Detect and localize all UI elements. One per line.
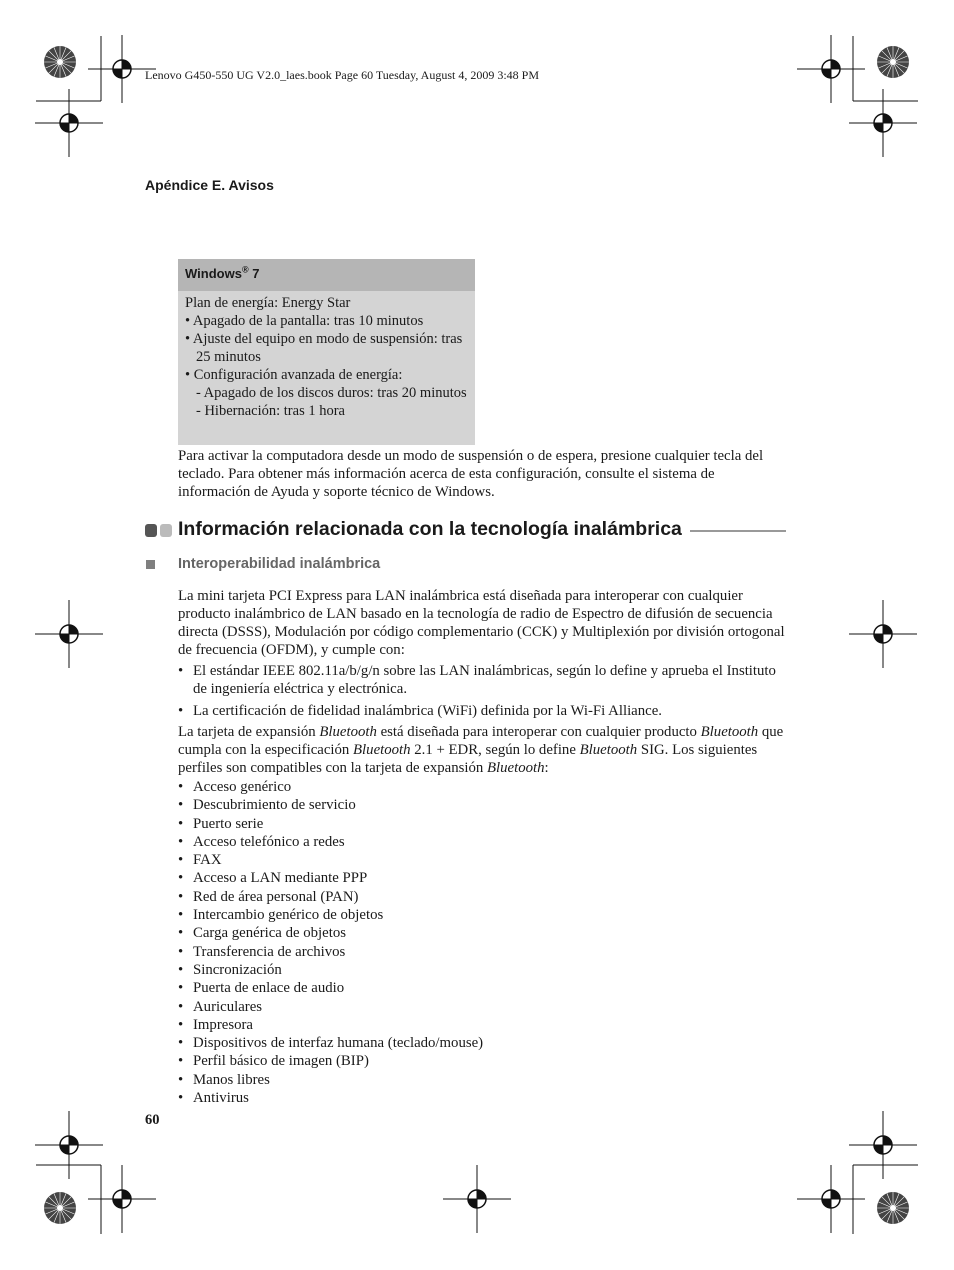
list-item: • Puerto serie [178,815,788,833]
lan-compliance-list [178,662,788,723]
page-number: 60 [145,1112,160,1128]
list-item: • Dispositivos de interfaz humana (teclado/mouse) [178,1034,788,1052]
list-item: • FAX [178,851,788,869]
power-setting-subitem: - Hibernación: tras 1 hora [196,403,345,419]
lan-paragraph: La mini tarjeta PCI Express para LAN inalámbrica está diseñada para interoperar con cualquier producto inalámbrico de LAN basado en la tecnología de radio de Espectro de difusión de secuencia directa (DSSS), Modulación por código complementario (CCK) y Multiplexión por división ortogonal de frecuencia (OFDM), y cumple con: [178,588,785,658]
list-item: • Intercambio genérico de objetos [178,906,788,924]
list-item: • Sincronización [178,961,788,979]
list-item: • Puerta de enlace de audio [178,979,788,997]
list-item: • Antivirus [178,1089,788,1107]
square-bullet-icon [146,560,155,569]
list-item: • Acceso genérico [178,778,788,796]
windows-box-title: Windows® 7 [178,259,475,291]
power-setting-item: • Apagado de la pantalla: tras 10 minutos [185,313,424,329]
list-item: • La certificación de fidelidad inalámbrica (WiFi) definida por la Wi-Fi Alliance. [178,702,788,720]
list-item: • Auriculares [178,998,788,1016]
subsection-title: Interoperabilidad inalámbrica [178,556,381,572]
windows-power-settings-box [178,259,475,445]
power-setting-subitem: - Apagado de los discos duros: tras 20 minutos [196,385,467,401]
list-item: • Carga genérica de objetos [178,924,788,942]
section-marker-icon [145,524,175,538]
activation-paragraph: Para activar la computadora desde un modo de suspensión o de espera, presione cualquier tecla del teclado. Para obtener más información acerca de esta configuración, consulte el sistema de información de Ayuda y soporte técnico de Windows. [178,448,764,500]
list-item: • Red de área personal (PAN) [178,888,788,906]
print-slug: Lenovo G450-550 UG V2.0_laes.book Page 60 Tuesday, August 4, 2009 3:48 PM [145,68,540,82]
list-item: • Acceso telefónico a redes [178,833,788,851]
list-item: • Impresora [178,1016,788,1034]
list-item: • Acceso a LAN mediante PPP [178,869,788,887]
power-setting-item: • Ajuste del equipo en modo de suspensión: tras 25 minutos [185,331,463,365]
running-head: Apéndice E. Avisos [145,177,274,193]
section-title: Información relacionada con la tecnología inalámbrica [178,518,682,540]
list-item: • Descubrimiento de servicio [178,796,788,814]
windows-box-body [178,291,475,420]
power-plan: Plan de energía: Energy Star [185,295,351,311]
list-item: • Perfil básico de imagen (BIP) [178,1052,788,1070]
section-rule [690,530,786,532]
bluetooth-profiles-list [178,778,788,1107]
list-item: • Manos libres [178,1071,788,1089]
bluetooth-paragraph: La tarjeta de expansión Bluetooth está diseñada para interoperar con cualquier producto Bluetooth que cumpla con la especificación Bluetooth 2.1 + EDR, según lo define Bluetooth SIG. Los siguientes perfiles son compatibles con la tarjeta de expansión Bluetooth: [178,724,784,776]
power-setting-item: • Configuración avanzada de energía: [185,367,403,383]
list-item: • El estándar IEEE 802.11a/b/g/n sobre las LAN inalámbricas, según lo define y aprueba el Instituto de ingeniería eléctrica y electrónica. [178,662,788,699]
list-item: • Transferencia de archivos [178,943,788,961]
